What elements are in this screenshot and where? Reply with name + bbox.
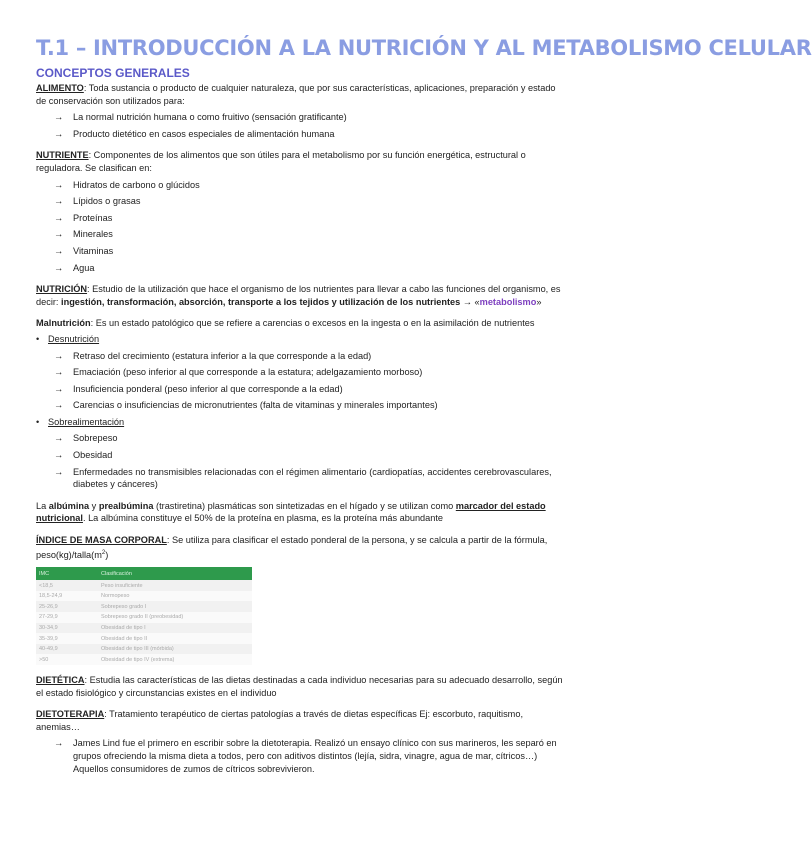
list-item: → Lípidos o grasas xyxy=(54,196,141,207)
nutricion-section xyxy=(36,283,563,308)
imc-section xyxy=(36,534,563,665)
arrow-icon: → xyxy=(54,196,64,207)
sobrealimentacion-label: Sobrealimentación xyxy=(48,416,125,427)
dietoterapia-definition: DIETOTERAPIA: Tratamiento terapéutico de ciertas patologías a través de dietas específicas Ej: escorbuto, raquitismo, anemias… xyxy=(36,709,523,732)
dietetica-term: DIETÉTICA xyxy=(36,675,85,686)
desnutricion-label: Desnutrición xyxy=(48,333,100,344)
alimento-text: : Toda sustancia o producto de cualquier naturaleza, que por sus características, aplicaciones, preparación y estado de conservación son utilizados para: xyxy=(36,83,556,106)
arrow-icon: → xyxy=(54,112,64,123)
list-item: → Sobrepeso xyxy=(54,433,118,444)
dietetica-section xyxy=(36,674,563,699)
table-row: 25-26,9 Sobrepeso grado I xyxy=(36,601,252,612)
list-item: → Hidratos de carbono o glúcidos xyxy=(54,179,200,190)
page-title: T.1 – INTRODUCCIÓN A LA NUTRICIÓN Y AL METABOLISMO CELULAR xyxy=(36,36,812,60)
list-item: → James Lind fue el primero en escribir sobre la dietoterapia. Realizó un ensayo clínico con sus marineros, les separó en grupos ofreciendo la misma dieta a todos, pero con aditivos distintos (lejía, sidra, vinagre, agua de mar, cítricos…) Aquellos consumidores de zumos de cítricos sobrevivieron. xyxy=(54,738,557,774)
dietoterapia-term: DIETOTERAPIA xyxy=(36,709,105,720)
metabolismo-highlight: metabolismo xyxy=(479,296,537,307)
bullet-item xyxy=(36,333,563,346)
list-item: → Vitaminas xyxy=(54,245,114,256)
list-item: → Enfermedades no transmisibles relacionadas con el régimen alimentario (cardiopatías, accidentes cerebrovasculares, diabetes y cánceres) xyxy=(54,466,552,490)
table-row: 27-29,9 Sobrepeso grado II (preobesidad) xyxy=(36,612,252,623)
nutricion-definition: NUTRICIÓN: Estudio de la utilización que hace el organismo de los nutrientes para llevar a cabo las funciones del organismo, es decir: ingestión, transformación, absorción, transporte a los tejidos y utilización de los nutrientes → «metabolismo» xyxy=(36,284,561,307)
arrow-icon: → xyxy=(54,229,64,240)
malnutricion-definition: Malnutrición: Es un estado patológico que se refiere a carencias o excesos en la ingesta o en la asimilación de nutrientes xyxy=(36,318,535,329)
arrow-icon: → xyxy=(54,245,64,256)
table-row: 35-39,9 Obesidad de tipo II xyxy=(36,633,252,644)
list-item: → Agua xyxy=(54,262,95,273)
malnutricion-section xyxy=(36,317,563,491)
arrow-icon: → xyxy=(54,367,64,378)
nutriente-definition xyxy=(36,149,563,174)
arrow-icon: → xyxy=(54,450,64,461)
arrow-icon: → xyxy=(54,350,64,361)
alimento-definition xyxy=(36,82,563,107)
table-row: <18,5 Peso insuficiente xyxy=(36,580,252,591)
arrow-icon: → xyxy=(54,179,64,190)
imc-definition: ÍNDICE DE MASA CORPORAL: Se utiliza para clasificar el estado ponderal de la persona, y se calcula a partir de la fórmula, $peso(kg)/talla(m^2)$ xyxy=(36,535,548,560)
imc-table xyxy=(36,567,252,665)
list-item: → Carencias o insuficiencias de micronutrientes (falta de vitaminas y minerales importantes) xyxy=(54,400,438,411)
imc-term: ÍNDICE DE MASA CORPORAL xyxy=(36,535,167,546)
nutriente-text: : Componentes de los alimentos que son útiles para el metabolismo por su función energética, estructural o reguladora. Se clasifican en: xyxy=(36,150,526,173)
arrow-icon: → xyxy=(54,212,64,223)
albumina-paragraph: La albúmina y prealbúmina (trastiretina) plasmáticas son sintetizadas en el hígado y se utilizan como marcador del estado nutricional. La albúmina constituye el 50% de la proteína en plasma, es la proteína más abundante xyxy=(36,500,546,524)
arrow-icon: → xyxy=(54,383,64,394)
alimento-section xyxy=(36,82,563,140)
nutriente-term: NUTRIENTE xyxy=(36,150,89,161)
list-item: → Insuficiencia ponderal (peso inferior al que corresponde a la edad) xyxy=(54,383,343,394)
bullet-icon: • xyxy=(36,333,40,344)
list-item: → Obesidad xyxy=(54,450,113,461)
table-header-row: IMC Clasificación xyxy=(36,567,252,580)
arrow-icon: → xyxy=(54,128,64,139)
arrow-icon: → xyxy=(54,433,64,444)
alimento-term: ALIMENTO xyxy=(36,83,84,93)
list-item: → Minerales xyxy=(54,229,113,240)
arrow-icon: → xyxy=(54,262,64,273)
albumina-section xyxy=(36,500,563,525)
nutriente-section xyxy=(36,149,563,274)
nutricion-term: NUTRICIÓN xyxy=(36,284,88,295)
section-title: CONCEPTOS GENERALES xyxy=(36,66,190,80)
list-item: → Emaciación (peso inferior al que corresponde a la estatura; adelgazamiento morboso) xyxy=(54,367,423,378)
marcador-highlight: marcador del estado nutricional xyxy=(36,500,546,524)
table-row: 40-49,9 Obesidad de tipo III (mórbida) xyxy=(36,644,252,655)
table-row: 30-34,9 Obesidad de tipo I xyxy=(36,623,252,634)
list-item: → La normal nutrición humana o como fruitivo (sensación gratificante) xyxy=(54,112,347,123)
arrow-icon: → xyxy=(54,466,64,477)
table-row: >50 Obesidad de tipo IV (extrema) xyxy=(36,654,252,665)
list-item: → Proteínas xyxy=(54,212,113,223)
dietetica-definition: DIETÉTICA: Estudia las características de las dietas destinadas a cada individuo necesarias para su adecuado desarrollo, según el estado fisiológico y circunstancias existes en el individuo xyxy=(36,675,563,698)
arrow-icon: → xyxy=(54,400,64,411)
malnutricion-term: Malnutrición xyxy=(36,318,91,329)
bullet-item xyxy=(36,416,563,429)
table-row: 18,5-24,9 Normopeso xyxy=(36,591,252,602)
list-item: → Retraso del crecimiento (estatura inferior a la que corresponde a la edad) xyxy=(54,350,372,361)
dietoterapia-section xyxy=(36,708,563,775)
list-item: → Producto dietético en casos especiales de alimentación humana xyxy=(54,128,335,139)
arrow-icon: → xyxy=(54,738,64,749)
bullet-icon: • xyxy=(36,416,40,427)
